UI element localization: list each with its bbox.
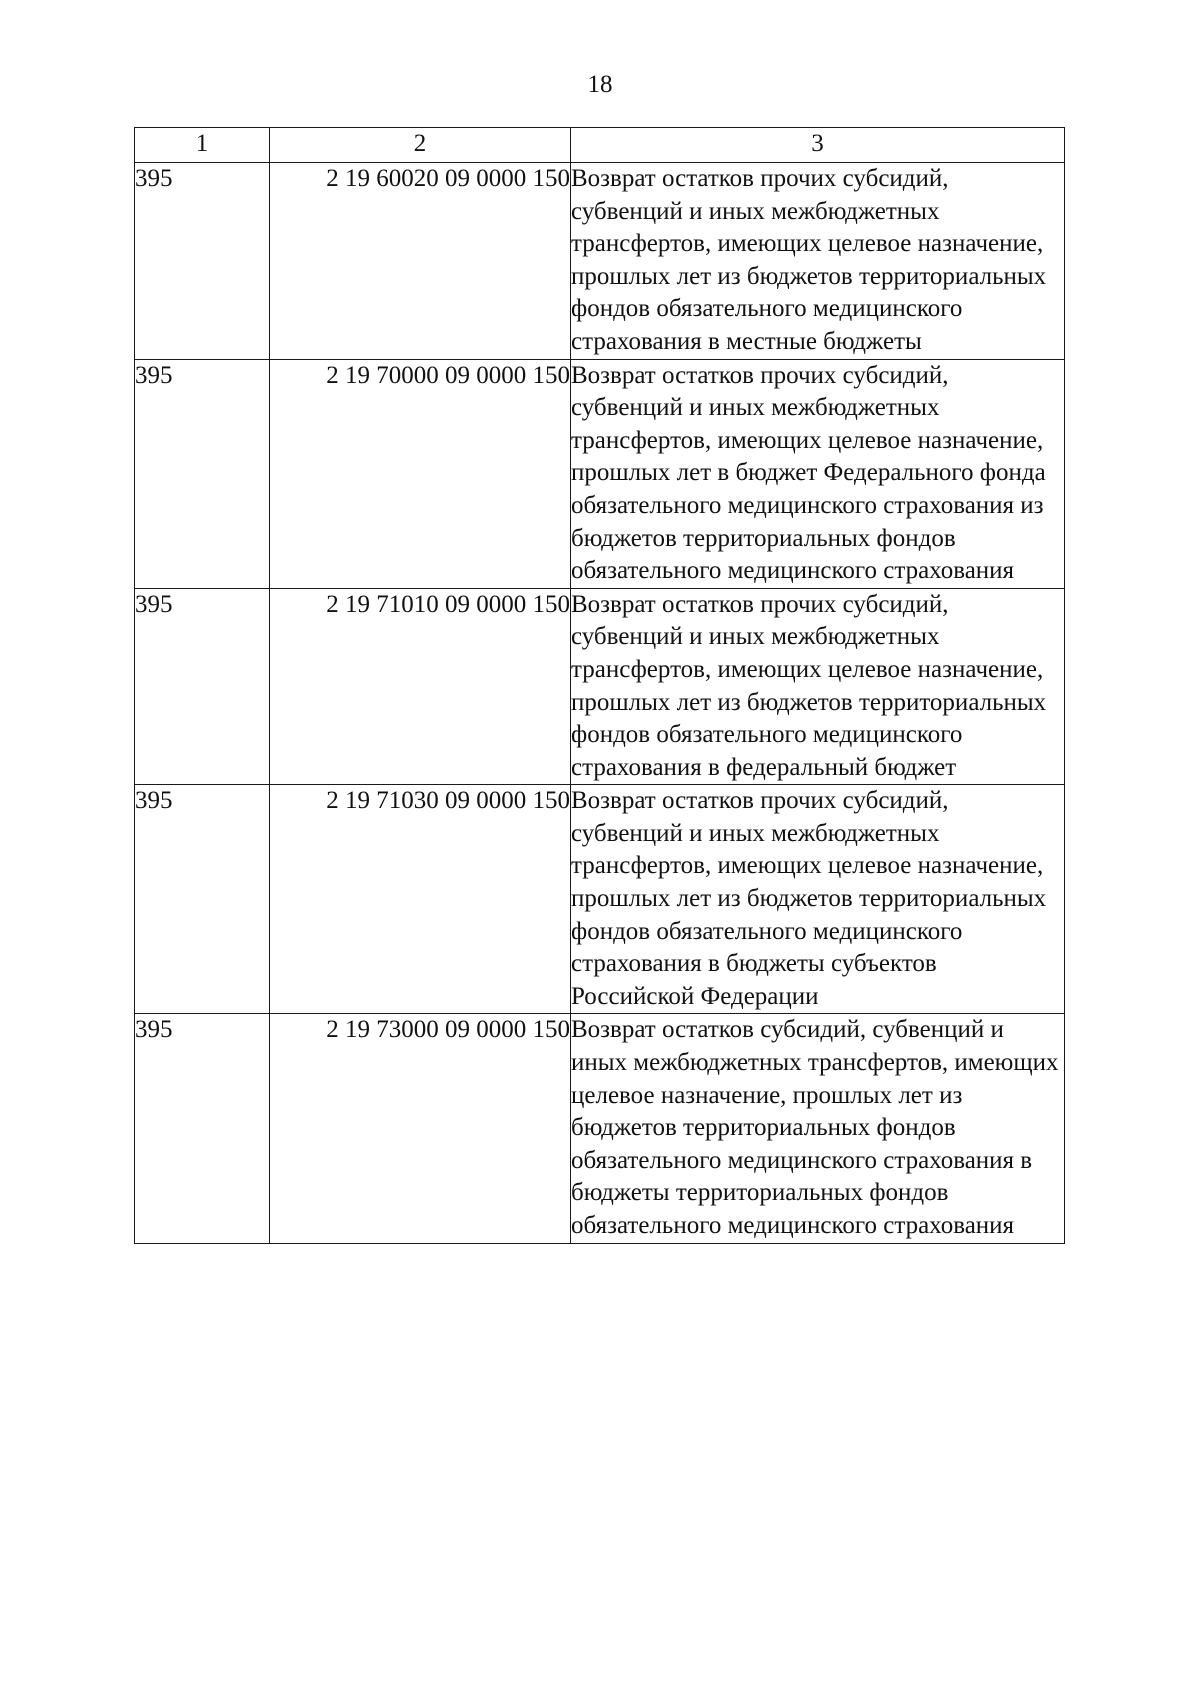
income-name-cell: Возврат остатков прочих субсидий, субвенций и иных межбюджетных трансфертов, имеющих целевое назначение, прошлых лет из бюджетов территориальных фондов обязательного медицинского страхования в бюджеты субъектов Российской Федерации <box>571 785 1065 1014</box>
table-body <box>135 163 1065 1244</box>
budget-code-cell: 2 19 71010 09 0000 150 <box>270 588 571 785</box>
column-header-1: 1 <box>135 128 270 163</box>
page-number: 18 <box>587 71 613 98</box>
budget-code-cell: 2 19 71030 09 0000 150 <box>270 785 571 1014</box>
table-header-row <box>135 128 1065 163</box>
income-name-cell: Возврат остатков субсидий, субвенций и иных межбюджетных трансфертов, имеющих целевое назначение, прошлых лет из бюджетов территориальных фондов обязательного медицинского страхования в бюджеты территориальных фондов обязательного медицинского страхования <box>571 1014 1065 1243</box>
budget-code-cell: 2 19 70000 09 0000 150 <box>270 359 571 588</box>
income-name-cell: Возврат остатков прочих субсидий, субвенций и иных межбюджетных трансфертов, имеющих целевое назначение, прошлых лет в бюджет Федерального фонда обязательного медицинского страхования из бюджетов территориальных фондов обязательного медицинского страхования <box>571 359 1065 588</box>
admin-code-cell: 395 <box>135 359 270 588</box>
table-header <box>135 128 1065 163</box>
budget-classification-table <box>134 127 1065 1244</box>
table-row <box>135 163 1065 360</box>
table-row <box>135 359 1065 588</box>
column-header-2: 2 <box>270 128 571 163</box>
budget-code-cell: 2 19 73000 09 0000 150 <box>270 1014 571 1243</box>
column-header-3: 3 <box>571 128 1065 163</box>
admin-code-cell: 395 <box>135 1014 270 1243</box>
admin-code-cell: 395 <box>135 588 270 785</box>
table-row <box>135 1014 1065 1243</box>
table-row <box>135 785 1065 1014</box>
admin-code-cell: 395 <box>135 163 270 360</box>
admin-code-cell: 395 <box>135 785 270 1014</box>
table-row <box>135 588 1065 785</box>
budget-code-cell: 2 19 60020 09 0000 150 <box>270 163 571 360</box>
income-name-cell: Возврат остатков прочих субсидий, субвенций и иных межбюджетных трансфертов, имеющих целевое назначение, прошлых лет из бюджетов территориальных фондов обязательного медицинского страхования в местные бюджеты <box>571 163 1065 360</box>
income-name-cell: Возврат остатков прочих субсидий, субвенций и иных межбюджетных трансфертов, имеющих целевое назначение, прошлых лет из бюджетов территориальных фондов обязательного медицинского страхования в федеральный бюджет <box>571 588 1065 785</box>
